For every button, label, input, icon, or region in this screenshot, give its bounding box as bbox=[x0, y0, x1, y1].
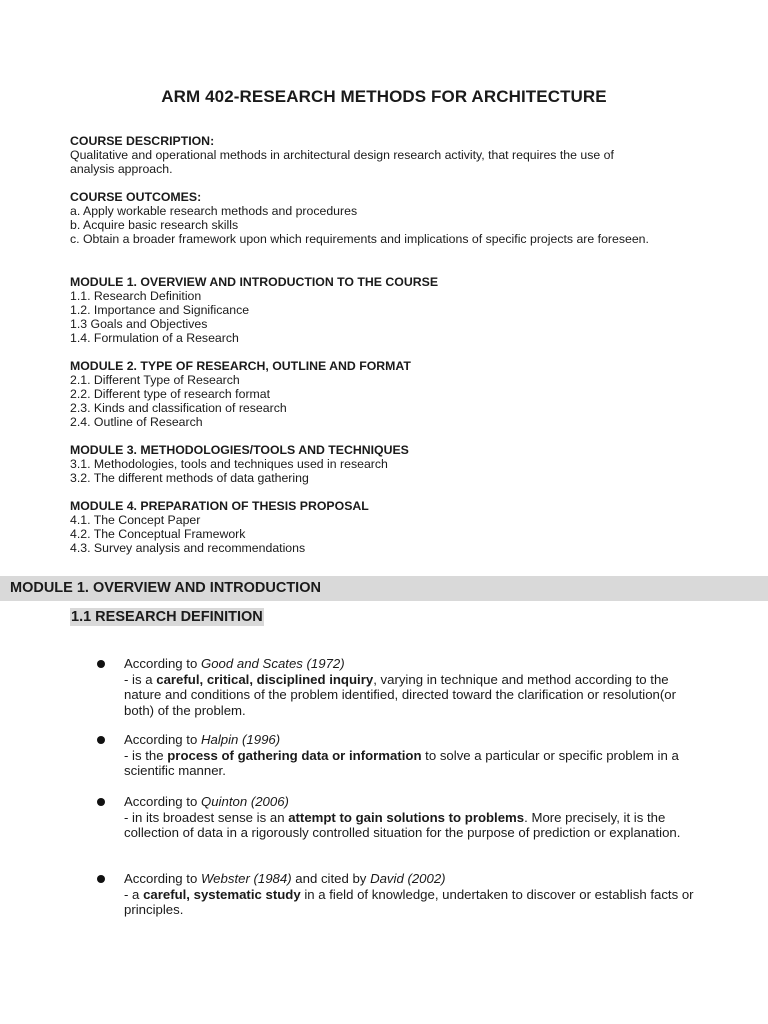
course-description bbox=[70, 134, 730, 176]
module-item: 4.1. The Concept Paper bbox=[70, 513, 201, 527]
module-heading: MODULE 1. OVERVIEW AND INTRODUCTION TO THE COURSE bbox=[70, 275, 439, 289]
module-item: 2.1. Different Type of Research bbox=[70, 373, 240, 387]
definition-source: Quinton (2006) bbox=[200, 794, 289, 809]
definition-pre: - a bbox=[124, 886, 144, 902]
definition-lead: According to bbox=[124, 794, 201, 809]
module-item: 4.3. Survey analysis and recommendations bbox=[70, 541, 306, 555]
definition-lead: According to bbox=[124, 732, 201, 747]
bullet-icon bbox=[97, 798, 105, 806]
definition-emphasis: process of gathering data or information bbox=[167, 747, 422, 763]
course-outcomes bbox=[70, 190, 730, 246]
module-item: 1.3 Goals and Objectives bbox=[70, 317, 208, 331]
module-item: 2.3. Kinds and classification of research bbox=[70, 401, 287, 415]
course-outcome-item: a. Apply workable research methods and procedures bbox=[70, 204, 358, 218]
module-item: 3.1. Methodologies, tools and techniques used in research bbox=[70, 457, 388, 471]
course-outcome-item: b. Acquire basic research skills bbox=[70, 218, 239, 232]
definition-pre: - is a bbox=[124, 671, 157, 687]
definition-post: to solve a particular or specific problem in a scientific manner. bbox=[124, 747, 679, 778]
module-2-outline bbox=[70, 359, 730, 429]
definition-source: David (2002) bbox=[370, 871, 446, 886]
module-1-outline bbox=[70, 275, 730, 345]
course-outcome-item: c. Obtain a broader framework upon which requirements and implications of specific projects are foreseen. bbox=[70, 232, 649, 246]
definition-source: Good and Scates (1972) bbox=[200, 656, 345, 671]
module-heading: MODULE 2. TYPE OF RESEARCH, OUTLINE AND FORMAT bbox=[70, 359, 411, 373]
bullet-icon bbox=[97, 736, 105, 744]
definition-emphasis: attempt to gain solutions to problems bbox=[288, 809, 525, 825]
section-heading-bar bbox=[0, 576, 768, 601]
definition-lead: According to bbox=[124, 871, 201, 886]
module-heading: MODULE 3. METHODOLOGIES/TOOLS AND TECHNIQUES bbox=[70, 443, 409, 457]
subsection-heading: 1.1 RESEARCH DEFINITION bbox=[71, 609, 263, 625]
definition-post: . More precisely, it is the collection of data in a rigorously controlled situation for the purpose of prediction or explanation. bbox=[124, 809, 681, 840]
definition-source: Webster (1984) bbox=[200, 871, 292, 886]
definition-post: , varying in technique and method according to the nature and conditions of the problem identified, directed toward the clarification or resolution(or both) of the problem. bbox=[124, 671, 676, 718]
module-item: 3.2. The different methods of data gathering bbox=[70, 471, 309, 485]
module-4-outline bbox=[70, 499, 730, 555]
course-description-line: analysis approach. bbox=[70, 162, 173, 176]
module-3-outline bbox=[70, 443, 730, 485]
module-item: 2.2. Different type of research format bbox=[70, 387, 271, 401]
module-item: 1.4. Formulation of a Research bbox=[70, 331, 239, 345]
module-item: 1.1. Research Definition bbox=[70, 289, 202, 303]
definition-pre: - in its broadest sense is an bbox=[124, 809, 289, 825]
definition-lead: According to bbox=[124, 656, 201, 671]
definition-text bbox=[124, 656, 704, 718]
definition-text bbox=[124, 732, 704, 779]
definition-post: in a field of knowledge, undertaken to discover or establish facts or principles. bbox=[124, 886, 694, 917]
bullet-icon bbox=[97, 875, 105, 883]
module-item: 1.2. Importance and Significance bbox=[70, 303, 250, 317]
course-description-heading: COURSE DESCRIPTION: bbox=[70, 134, 215, 148]
definition-lead: and cited by bbox=[291, 871, 371, 886]
course-outcomes-heading: COURSE OUTCOMES: bbox=[70, 190, 202, 204]
definition-emphasis: careful, systematic study bbox=[143, 886, 301, 902]
course-description-line: Qualitative and operational methods in architectural design research activity, that requires the use of bbox=[70, 148, 614, 162]
definition-emphasis: careful, critical, disciplined inquiry bbox=[156, 671, 374, 687]
definition-text bbox=[124, 794, 704, 841]
module-item: 4.2. The Conceptual Framework bbox=[70, 527, 246, 541]
section-heading: MODULE 1. OVERVIEW AND INTRODUCTION bbox=[10, 580, 321, 596]
definition-text bbox=[124, 871, 704, 918]
definition-source: Halpin (1996) bbox=[200, 732, 281, 747]
bullet-icon bbox=[97, 660, 105, 668]
module-item: 2.4. Outline of Research bbox=[70, 415, 203, 429]
document-title: ARM 402-RESEARCH METHODS FOR ARCHITECTURE bbox=[161, 87, 607, 106]
module-heading: MODULE 4. PREPARATION OF THESIS PROPOSAL bbox=[70, 499, 369, 513]
definition-pre: - is the bbox=[124, 747, 168, 763]
